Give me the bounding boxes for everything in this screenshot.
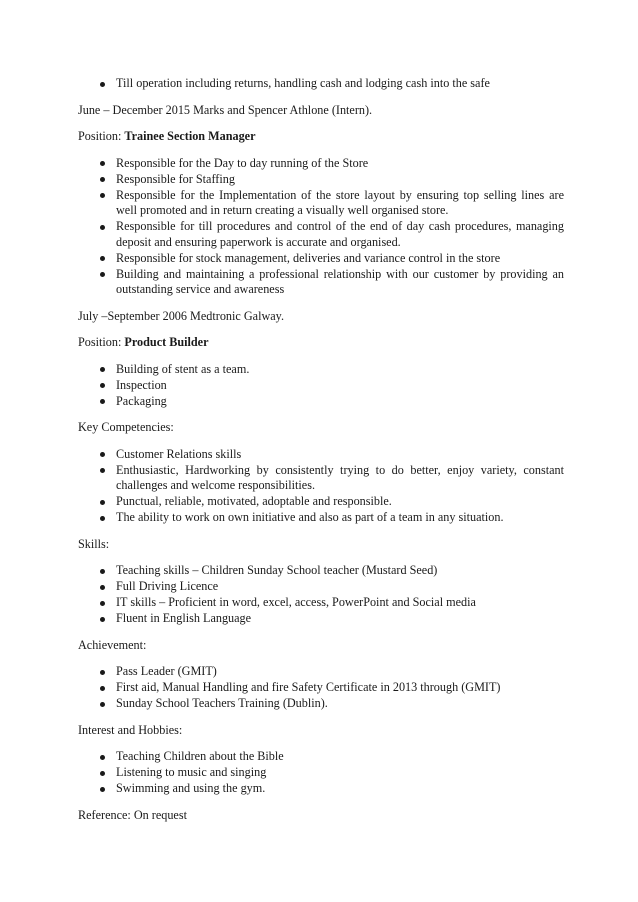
list-item: Inspection [78,378,564,394]
list-item: Teaching Children about the Bible [78,749,564,765]
bullet-icon [100,585,105,590]
job2-duties-list [78,362,564,410]
list-item: The ability to work on own initiative and also as part of a team in any situation. [78,510,564,526]
list-item: Full Driving Licence [78,579,564,595]
bullet-icon [100,256,105,261]
bullet-icon [100,569,105,574]
list-item: Pass Leader (GMIT) [78,664,564,680]
job-heading-medtronic: July –September 2006 Medtronic Galway. [78,308,285,323]
bullet-icon [100,702,105,707]
section-heading-hobbies: Interest and Hobbies: [78,722,183,737]
list-item: Responsible for till procedures and control of the end of day cash procedures, managing deposit and ensuring paperwork is accurate and organised. [78,219,564,250]
list-item: Responsible for the Implementation of the store layout by ensuring top selling lines are well promoted and in return creating a visually well organised store. [78,188,564,219]
bullet-icon [100,399,105,404]
hobbies-list [78,749,564,797]
list-item: Punctual, reliable, motivated, adoptable and responsible. [78,494,564,510]
bullet-icon [100,617,105,622]
list-item: Building and maintaining a professional relationship with our customer by providing an outstanding service and awareness [78,267,564,298]
bullet-icon [100,161,105,166]
job-position-line [78,335,564,351]
skills-list [78,563,564,627]
list-item: IT skills – Proficient in word, excel, access, PowerPoint and Social media [78,595,564,611]
bullet-icon [100,367,105,372]
bullet-icon [100,686,105,691]
job1-duties-list [78,156,564,298]
section-heading-competencies: Key Competencies: [78,420,174,434]
list-item: Fluent in English Language [78,611,564,627]
bullet-icon [100,272,105,277]
bullet-icon [100,516,105,521]
list-item: Responsible for the Day to day running of the Store [78,156,564,172]
list-item: Enthusiastic, Hardworking by consistently trying to do better, enjoy variety, constant challenges and welcome responsibilities. [78,463,564,494]
list-item: Packaging [78,394,564,410]
bullet-icon [100,177,105,182]
list-item: Customer Relations skills [78,447,564,463]
position-label: Position: [78,335,122,349]
position-title: Product Builder [124,335,209,349]
achievement-list [78,664,564,712]
bullet-icon [100,383,105,388]
list-item: Responsible for stock management, deliveries and variance control in the store [78,251,564,267]
bullet-icon [100,601,105,606]
list-item: Responsible for Staffing [78,172,564,188]
list-item: Till operation including returns, handling cash and lodging cash into the safe [78,76,564,92]
bullet-icon [100,755,105,760]
job-position-line [78,129,564,145]
bullet-icon [100,82,105,87]
bullet-icon [100,468,105,473]
list-item: Teaching skills – Children Sunday School teacher (Mustard Seed) [78,563,564,579]
bullet-icon [100,193,105,198]
bullet-icon [100,771,105,776]
position-title: Trainee Section Manager [124,129,256,143]
list-item: First aid, Manual Handling and fire Safety Certificate in 2013 through (GMIT) [78,680,564,696]
bullet-icon [100,670,105,675]
bullet-icon [100,225,105,230]
list-item: Listening to music and singing [78,765,564,781]
cv-page [78,76,564,834]
list-item: Swimming and using the gym. [78,781,564,797]
section-heading-achievement: Achievement: [78,637,147,652]
list-item: Building of stent as a team. [78,362,564,378]
list-item: Sunday School Teachers Training (Dublin). [78,696,564,712]
reference-line: Reference: On request [78,807,187,822]
top-bullet-list [78,76,564,92]
bullet-icon [100,787,105,792]
bullet-icon [100,452,105,457]
job-heading-marks-spencer: June – December 2015 Marks and Spencer Athlone (Intern). [78,102,373,117]
section-heading-skills: Skills: [78,536,110,551]
position-label: Position: [78,129,122,143]
bullet-icon [100,500,105,505]
competencies-list [78,447,564,526]
